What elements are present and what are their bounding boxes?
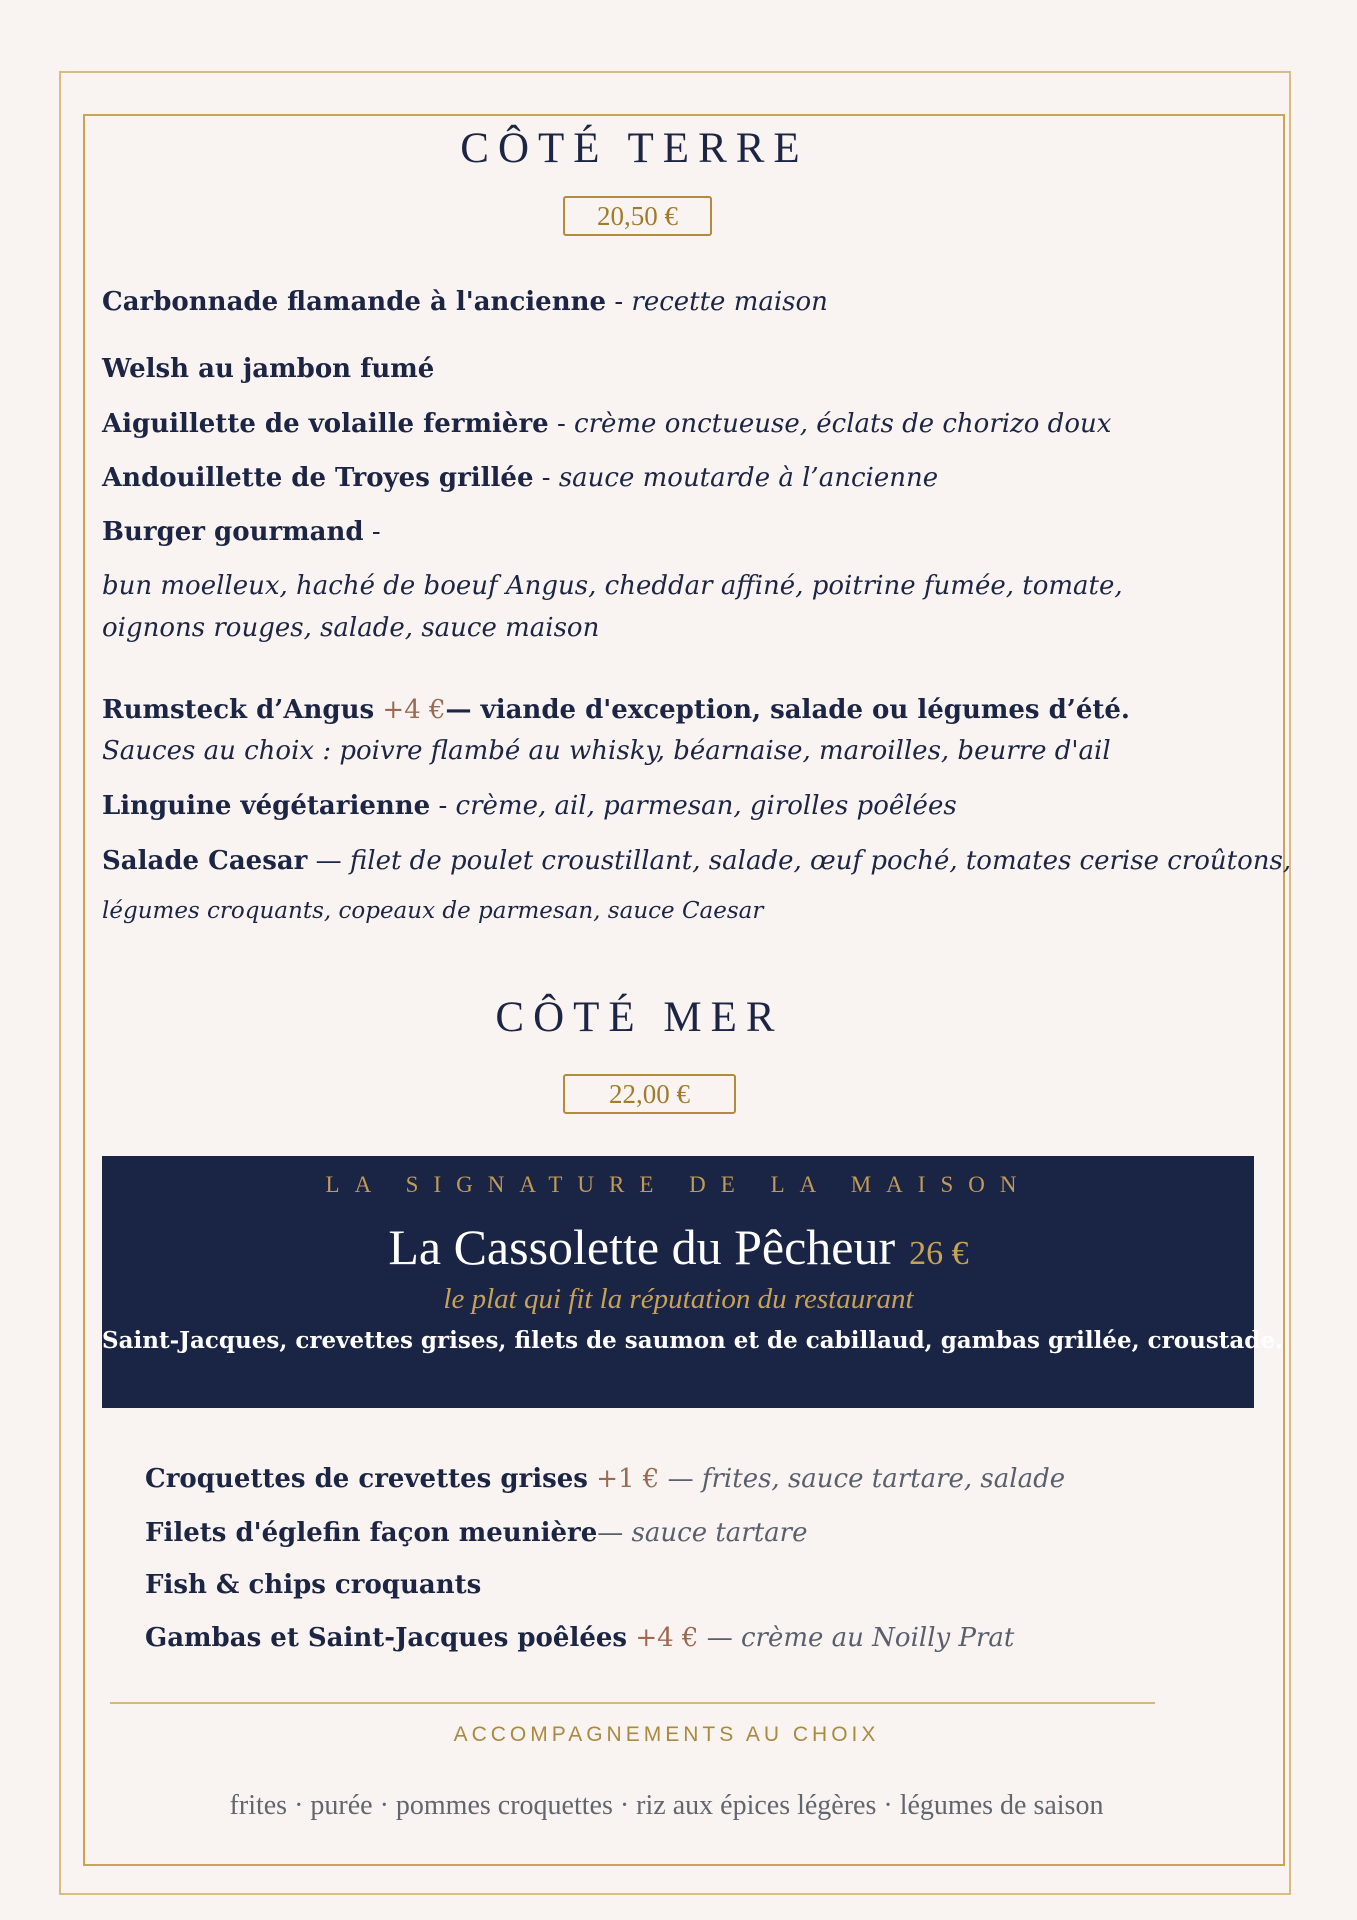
signature-kicker: LA SIGNATURE DE LA MAISON <box>325 1172 1032 1197</box>
item-description: filet de poulet croustillant, salade, œuf poché, tomates cerise croûtons, <box>349 846 1292 876</box>
supplement-price: +4 € <box>635 1623 699 1653</box>
item-name: Andouillette de Troyes grillée <box>102 463 534 493</box>
section-title-mer: CÔTÉ MER <box>495 994 784 1041</box>
item-description-line: légumes croquants, copeaux de parmesan, sauce Caesar <box>102 898 764 924</box>
menu-item <box>145 1621 1014 1655</box>
item-separator: - <box>430 791 456 821</box>
menu-item <box>145 1568 481 1602</box>
item-description: sauce moutarde à l’ancienne <box>558 463 939 493</box>
item-description: crème, ail, parmesan, girolles poêlées <box>455 791 957 821</box>
signature-price: 26 € <box>909 1235 969 1272</box>
item-separator: — <box>698 1623 741 1653</box>
item-description: sauce tartare <box>631 1518 808 1548</box>
menu-item <box>145 1516 808 1550</box>
divider <box>110 1702 1155 1704</box>
item-description <box>102 611 599 645</box>
item-description: recette maison <box>631 287 828 317</box>
item-name: Filets d'églefin façon meunière <box>145 1518 598 1548</box>
menu-item <box>102 844 1291 878</box>
item-description <box>102 734 1111 768</box>
menu-item <box>145 1462 1065 1496</box>
signature-description: Saint-Jacques, crevettes grises, filets de saumon et de cabillaud, gambas grillée, croustade. <box>102 1327 1284 1354</box>
item-separator: - <box>363 517 381 547</box>
menu-item <box>102 407 1111 441</box>
item-description: frites, sauce tartare, salade <box>701 1464 1066 1494</box>
item-separator: - <box>606 287 632 317</box>
price-badge-mer: 22,00 € <box>563 1074 736 1114</box>
item-description: crème onctueuse, éclats de chorizo doux <box>574 409 1112 439</box>
menu-item <box>102 461 938 495</box>
supplement-price: +4 € <box>382 695 446 725</box>
item-separator: — <box>307 846 350 876</box>
item-name: Croquettes de crevettes grises <box>145 1464 588 1494</box>
item-name: Salade Caesar <box>102 846 308 876</box>
item-separator: - <box>533 463 559 493</box>
item-name: Linguine végétarienne <box>102 791 431 821</box>
menu-item <box>102 515 381 549</box>
item-name: Burger gourmand <box>102 517 364 547</box>
item-name: Fish & chips croquants <box>145 1570 482 1600</box>
sides-title: ACCOMPAGNEMENTS AU CHOIX <box>453 1723 880 1746</box>
price-badge-terre: 20,50 € <box>563 196 712 236</box>
menu-item <box>102 285 828 319</box>
item-name: Carbonnade flamande à l'ancienne <box>102 287 607 317</box>
signature-title <box>0 1218 1357 1276</box>
signature-dish-name: La Cassolette du Pêcheur <box>388 1219 896 1275</box>
item-description: crème au Noilly Prat <box>740 1623 1015 1653</box>
item-description-line: Sauces au choix : poivre flambé au whisky, béarnaise, maroilles, beurre d'ail <box>102 736 1111 766</box>
section-title-terre: CÔTÉ TERRE <box>460 125 809 172</box>
signature-subtitle: le plat qui fit la réputation du restaurant <box>443 1283 914 1315</box>
item-name: Rumsteck d’Angus <box>102 695 375 725</box>
item-name: Welsh au jambon fumé <box>102 354 435 384</box>
sides-list: frites · purée · pommes croquettes · riz aux épices légères · légumes de saison <box>229 1790 1104 1821</box>
item-description-line: oignons rouges, salade, sauce maison <box>102 613 600 643</box>
item-description-line: bun moelleux, haché de boeuf Angus, cheddar affiné, poitrine fumée, tomate, <box>102 571 1123 601</box>
menu-item <box>102 352 434 386</box>
item-description <box>102 894 763 928</box>
item-name: Gambas et Saint-Jacques poêlées <box>145 1623 628 1653</box>
supplement-price: +1 € <box>596 1464 660 1494</box>
item-separator: - <box>548 409 575 439</box>
menu-item <box>102 789 957 823</box>
item-tagline: — viande d'exception, salade ou légumes d’été. <box>445 695 1130 725</box>
menu-item <box>102 693 1130 727</box>
item-description <box>102 569 1123 603</box>
item-separator: — <box>597 1518 632 1548</box>
item-separator: — <box>659 1464 702 1494</box>
item-name: Aiguillette de volaille fermière <box>102 409 549 439</box>
